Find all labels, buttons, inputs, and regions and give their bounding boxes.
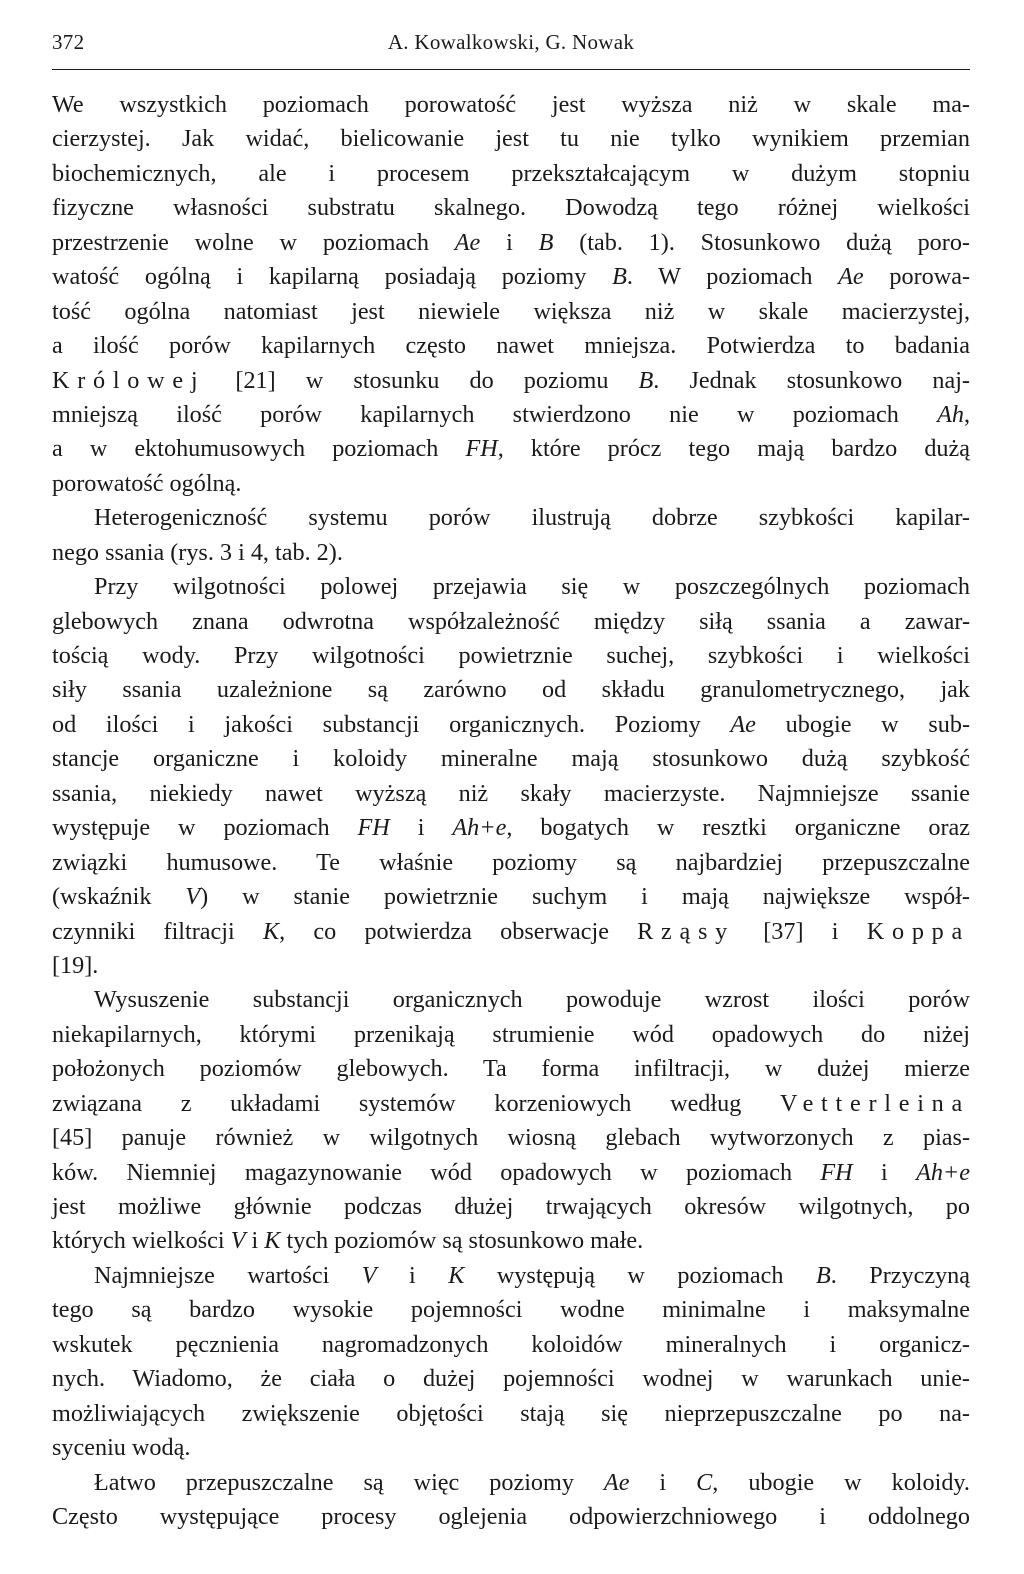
text-line: czynniki filtracji K, co potwierdza obserwacje Rząsy [37] i Koppa — [52, 917, 970, 945]
body-text — [52, 88, 970, 1534]
text-line: a w ektohumusowych poziomach FH, które prócz tego mają bardzo dużą — [52, 435, 970, 463]
text-line: Heterogeniczność systemu porów ilustrują dobrze szybkości kapilar- — [94, 504, 970, 532]
text-line: przestrzenie wolne w poziomach Ae i B (tab. 1). Stosunkowo dużą poro- — [52, 228, 970, 256]
text-line: występuje w poziomach FH i Ah+e, bogatych w resztki organiczne oraz — [52, 814, 970, 842]
text-line: a ilość porów kapilarnych często nawet mniejsza. Potwierdza to badania — [52, 332, 970, 360]
text-line: niekapilarnych, którymi przenikają strumienie wód opadowych do niżej — [52, 1020, 970, 1048]
text-line: Królowej [21] w stosunku do poziomu B. Jednak stosunkowo naj- — [52, 366, 970, 394]
text-line: tego są bardzo wysokie pojemności wodne minimalne i maksymalne — [52, 1296, 970, 1324]
text-line: wskutek pęcznienia nagromadzonych koloidów mineralnych i organicz- — [52, 1330, 970, 1358]
text-line: [19]. — [52, 951, 99, 979]
text-line: siły ssania uzależnione są zarówno od składu granulometrycznego, jak — [52, 676, 970, 704]
text-line: cierzystej. Jak widać, bielicowanie jest tu nie tylko wynikiem przemian — [52, 125, 970, 153]
text-line: związki humusowe. Te właśnie poziomy są najbardziej przepuszczalne — [52, 848, 970, 876]
text-line: watość ogólną i kapilarną posiadają poziomy B. W poziomach Ae porowa- — [52, 263, 970, 291]
text-line: Łatwo przepuszczalne są więc poziomy Ae i C, ubogie w koloidy. — [94, 1468, 970, 1496]
text-line: (wskaźnik V) w stanie powietrznie suchym i mają największe współ- — [52, 883, 970, 911]
running-title: A. Kowalkowski, G. Nowak — [387, 30, 635, 54]
text-line: mniejszą ilość porów kapilarnych stwierdzono nie w poziomach Ah, — [52, 400, 970, 428]
text-line: Często występujące procesy oglejenia odpowierzchniowego i oddolnego — [52, 1502, 970, 1530]
text-line: od ilości i jakości substancji organicznych. Poziomy Ae ubogie w sub- — [52, 710, 970, 738]
text-line: Wysuszenie substancji organicznych powoduje wzrost ilości porów — [94, 986, 970, 1014]
text-line: tość ogólna natomiast jest niewiele większa niż w skale macierzystej, — [52, 297, 970, 325]
text-line: ssania, niekiedy nawet wyższą niż skały macierzyste. Najmniejsze ssanie — [52, 779, 970, 807]
page-number: 372 — [52, 30, 85, 54]
text-line: których wielkości V i K tych poziomów są stosunkowo małe. — [52, 1227, 644, 1255]
text-line: porowatość ogólną. — [52, 469, 242, 497]
text-line: syceniu wodą. — [52, 1434, 191, 1462]
text-line: nych. Wiadomo, że ciała o dużej pojemności wodnej w warunkach unie- — [52, 1365, 970, 1393]
text-line: ków. Niemniej magazynowanie wód opadowych w poziomach FH i Ah+e — [52, 1158, 970, 1186]
text-line: biochemicznych, ale i procesem przekształcającym w dużym stopniu — [52, 159, 970, 187]
text-line: jest możliwe głównie podczas dłużej trwających okresów wilgotnych, po — [52, 1193, 970, 1220]
text-line: fizyczne własności substratu skalnego. Dowodzą tego różnej wielkości — [52, 194, 970, 222]
text-line: możliwiających zwiększenie objętości stają się nieprzepuszczalne po na- — [52, 1399, 970, 1427]
text-line: glebowych znana odwrotna współzależność między siłą ssania a zawar- — [52, 607, 970, 635]
running-header — [52, 30, 970, 64]
text-line: Przy wilgotności polowej przejawia się w poszczególnych poziomach — [94, 573, 970, 601]
text-line: nego ssania (rys. 3 i 4, tab. 2). — [52, 538, 343, 566]
header-rule — [52, 69, 970, 70]
text-line: We wszystkich poziomach porowatość jest wyższa niż w skale ma- — [52, 91, 970, 118]
text-line: [45] panuje również w wilgotnych wiosną glebach wytworzonych z pias- — [52, 1124, 970, 1152]
text-line: położonych poziomów glebowych. Ta forma infiltracji, w dużej mierze — [52, 1055, 970, 1083]
text-line: tością wody. Przy wilgotności powietrznie suchej, szybkości i wielkości — [52, 642, 970, 669]
text-line: związana z układami systemów korzeniowych według Vetterleina — [52, 1089, 970, 1117]
text-line: stancje organiczne i koloidy mineralne mają stosunkowo dużą szybkość — [52, 745, 970, 773]
text-line: Najmniejsze wartości V i K występują w poziomach B. Przyczyną — [94, 1261, 970, 1289]
